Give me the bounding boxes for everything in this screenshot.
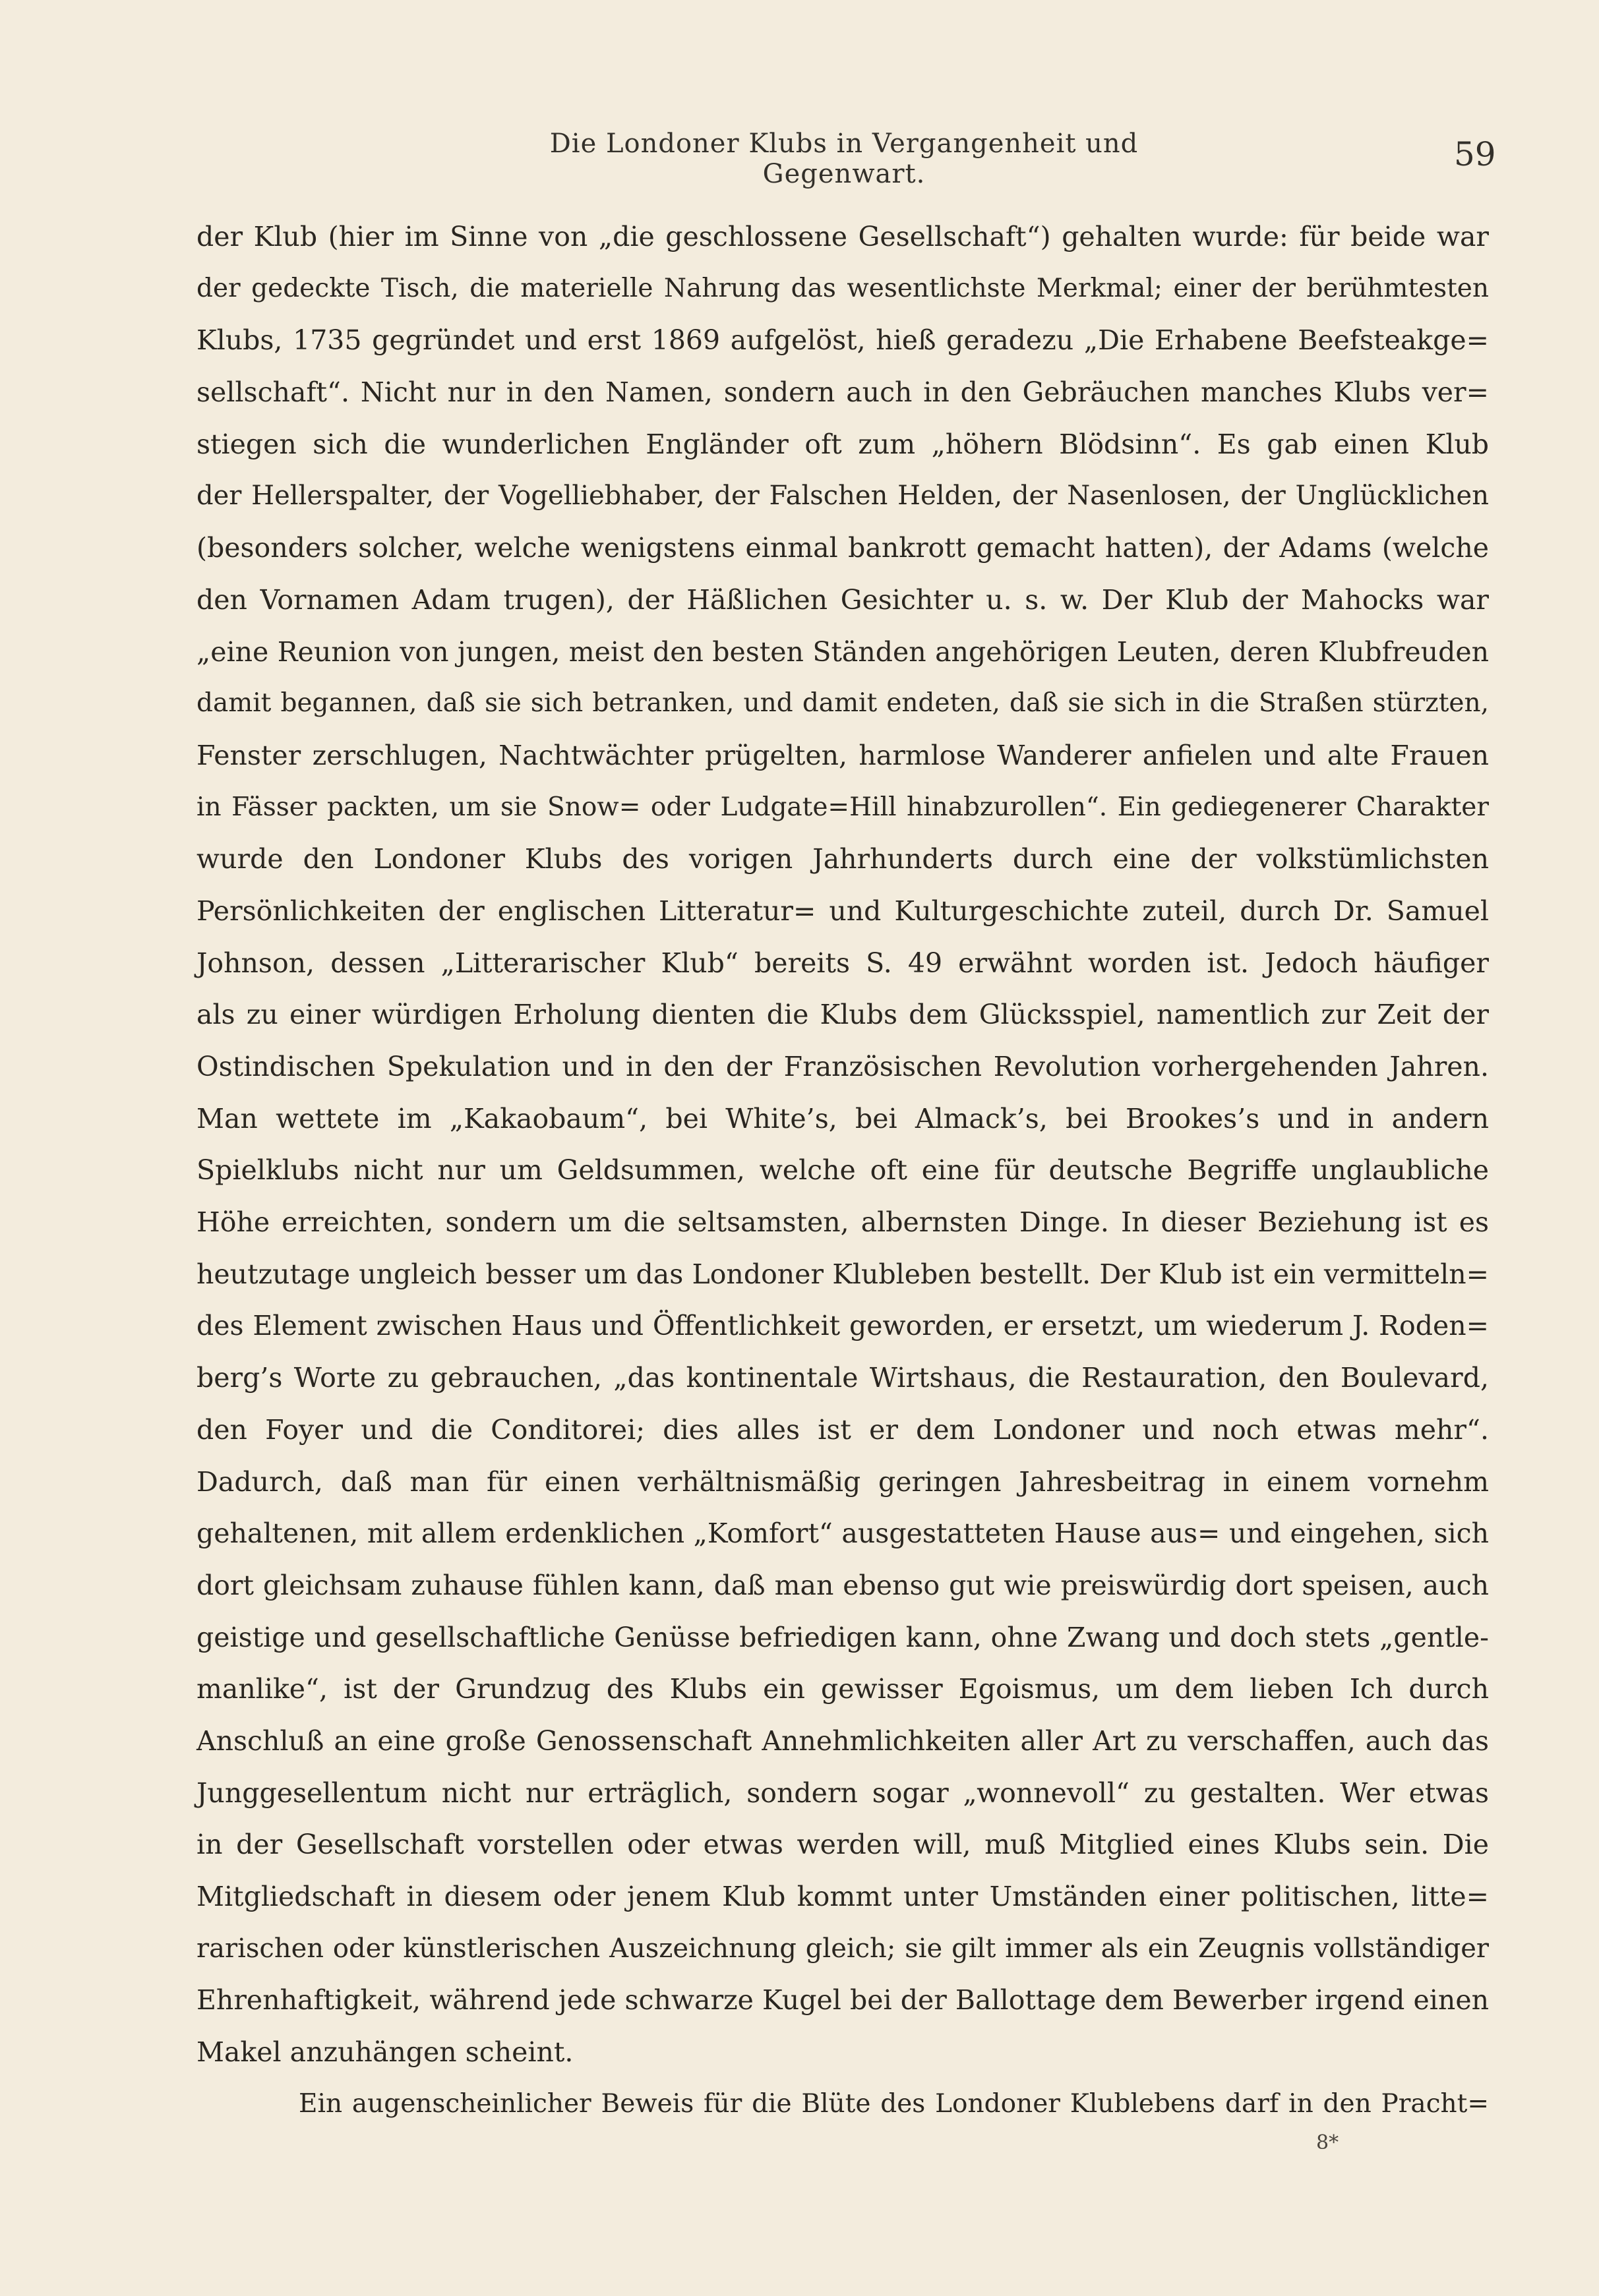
text-line: stiegen sich die wunderlichen Engländer oft zum „höhern Blödsinn“. Es gab einen Klub	[196, 428, 1489, 460]
text-line: damit begannen, daß sie sich betranken, und damit endeten, daß sie sich in die Straßen stürzten,	[196, 688, 1489, 719]
signature-mark: 8*	[1316, 2131, 1339, 2154]
text-line: rarischen oder künstlerischen Auszeichnung gleich; sie gilt immer als ein Zeugnis vollständiger	[196, 1933, 1489, 1964]
text-line: Mitgliedschaft in diesem oder jenem Klub kommt unter Umständen einer politischen, litte=	[196, 1881, 1489, 1912]
text-line: der Klub (hier im Sinne von „die geschlossene Gesellschaft“) gehalten wurde: für beide war	[196, 221, 1489, 252]
text-line: Anschluß an eine große Genossenschaft Annehmlichkeiten aller Art zu verschaffen, auch das	[196, 1724, 1489, 1757]
text-line: in Fässer packten, um sie Snow= oder Ludgate=Hill hinabzurollen“. Ein gediegenerer Charakter	[196, 792, 1489, 822]
text-line: Junggesellentum nicht nur erträglich, sondern sogar „wonnevoll“ zu gestalten. Wer etwas	[196, 1777, 1489, 1809]
text-line: gehaltenen, mit allem erdenklichen „Komfort“ ausgestatteten Hause aus= und eingehen, sich	[196, 1517, 1489, 1550]
paragraph-start-line: Ein augenscheinlicher Beweis für die Blüte des Londoner Klublebens darf in den Pracht=	[299, 2088, 1489, 2119]
text-line: (besonders solcher, welche wenigstens einmal bankrott gemacht hatten), der Adams (welche	[196, 532, 1489, 564]
page-number: 59	[1454, 135, 1496, 173]
paragraph-end-line: Makel anzuhängen scheint.	[196, 2036, 574, 2069]
text-line: Johnson, dessen „Litterarischer Klub“ bereits S. 49 erwähnt worden ist. Jedoch häufiger	[196, 947, 1489, 979]
text-line: wurde den Londoner Klubs des vorigen Jahrhunderts durch eine der volkstümlichsten	[196, 843, 1489, 875]
text-line: Spielklubs nicht nur um Geldsummen, welche oft eine für deutsche Begriffe unglaubliche	[196, 1154, 1489, 1187]
text-line: den Vornamen Adam trugen), der Häßlichen Gesichter u. s. w. Der Klub der Mahocks war	[196, 583, 1489, 616]
text-line: sellschaft“. Nicht nur in den Namen, sondern auch in den Gebräuchen manches Klubs ver=	[196, 376, 1489, 409]
text-line: dort gleichsam zuhause fühlen kann, daß man ebenso gut wie preiswürdig dort speisen, auch	[196, 1569, 1489, 1601]
text-line: Man wettete im „Kakaobaum“, bei White’s, bei Almack’s, bei Brookes’s und in andern	[196, 1102, 1489, 1134]
text-line: geistige und gesellschaftliche Genüsse befriedigen kann, ohne Zwang und doch stets „gentle-	[196, 1621, 1489, 1653]
body-text	[196, 211, 1489, 2130]
text-line: „eine Reunion von jungen, meist den besten Ständen angehörigen Leuten, deren Klubfreuden	[196, 635, 1489, 668]
running-title: Die Londoner Klubs in Vergangenheit und Gegenwart.	[549, 129, 1139, 189]
text-line: Fenster zerschlugen, Nachtwächter prügelten, harmlose Wanderer anfielen und alte Frauen	[196, 739, 1489, 771]
text-line: berg’s Worte zu gebrauchen, „das kontinentale Wirtshaus, die Restauration, den Boulevard,	[196, 1362, 1489, 1394]
text-line: des Element zwischen Haus und Öffentlichkeit geworden, er ersetzt, um wiederum J. Roden=	[196, 1310, 1489, 1342]
text-line: in der Gesellschaft vorstellen oder etwas werden will, muß Mitglied eines Klubs sein. Die	[196, 1829, 1489, 1861]
text-line: der Hellerspalter, der Vogelliebhaber, der Falschen Helden, der Nasenlosen, der Unglücklichen	[196, 481, 1489, 512]
text-line: heutzutage ungleich besser um das Londoner Klubleben bestellt. Der Klub ist ein vermitteln=	[196, 1258, 1489, 1290]
text-line: den Foyer und die Conditorei; dies alles ist er dem Londoner und noch etwas mehr“.	[196, 1413, 1489, 1446]
text-line: als zu einer würdigen Erholung dienten die Klubs dem Glücksspiel, namentlich zur Zeit der	[196, 999, 1489, 1031]
text-line: der gedeckte Tisch, die materielle Nahrung das wesentlichste Merkmal; einer der berühmtesten	[196, 273, 1489, 303]
text-line: Ostindischen Spekulation und in den der Französischen Revolution vorhergehenden Jahren.	[196, 1051, 1489, 1082]
text-line: Höhe erreichten, sondern um die seltsamsten, albernsten Dinge. In dieser Beziehung ist es	[196, 1206, 1489, 1239]
text-line: Dadurch, daß man für einen verhältnismäßig geringen Jahresbeitrag in einem vornehm	[196, 1465, 1489, 1498]
text-line: Klubs, 1735 gegründet und erst 1869 aufgelöst, hieß geradezu „Die Erhabene Beefsteakge=	[196, 324, 1489, 357]
text-line: Persönlichkeiten der englischen Litteratur= und Kulturgeschichte zuteil, durch Dr. Samuel	[196, 895, 1489, 927]
text-line: Ehrenhaftigkeit, während jede schwarze Kugel bei der Ballottage dem Bewerber irgend einen	[196, 1984, 1489, 2016]
text-line: manlike“, ist der Grundzug des Klubs ein gewisser Egoismus, um dem lieben Ich durch	[196, 1673, 1489, 1705]
